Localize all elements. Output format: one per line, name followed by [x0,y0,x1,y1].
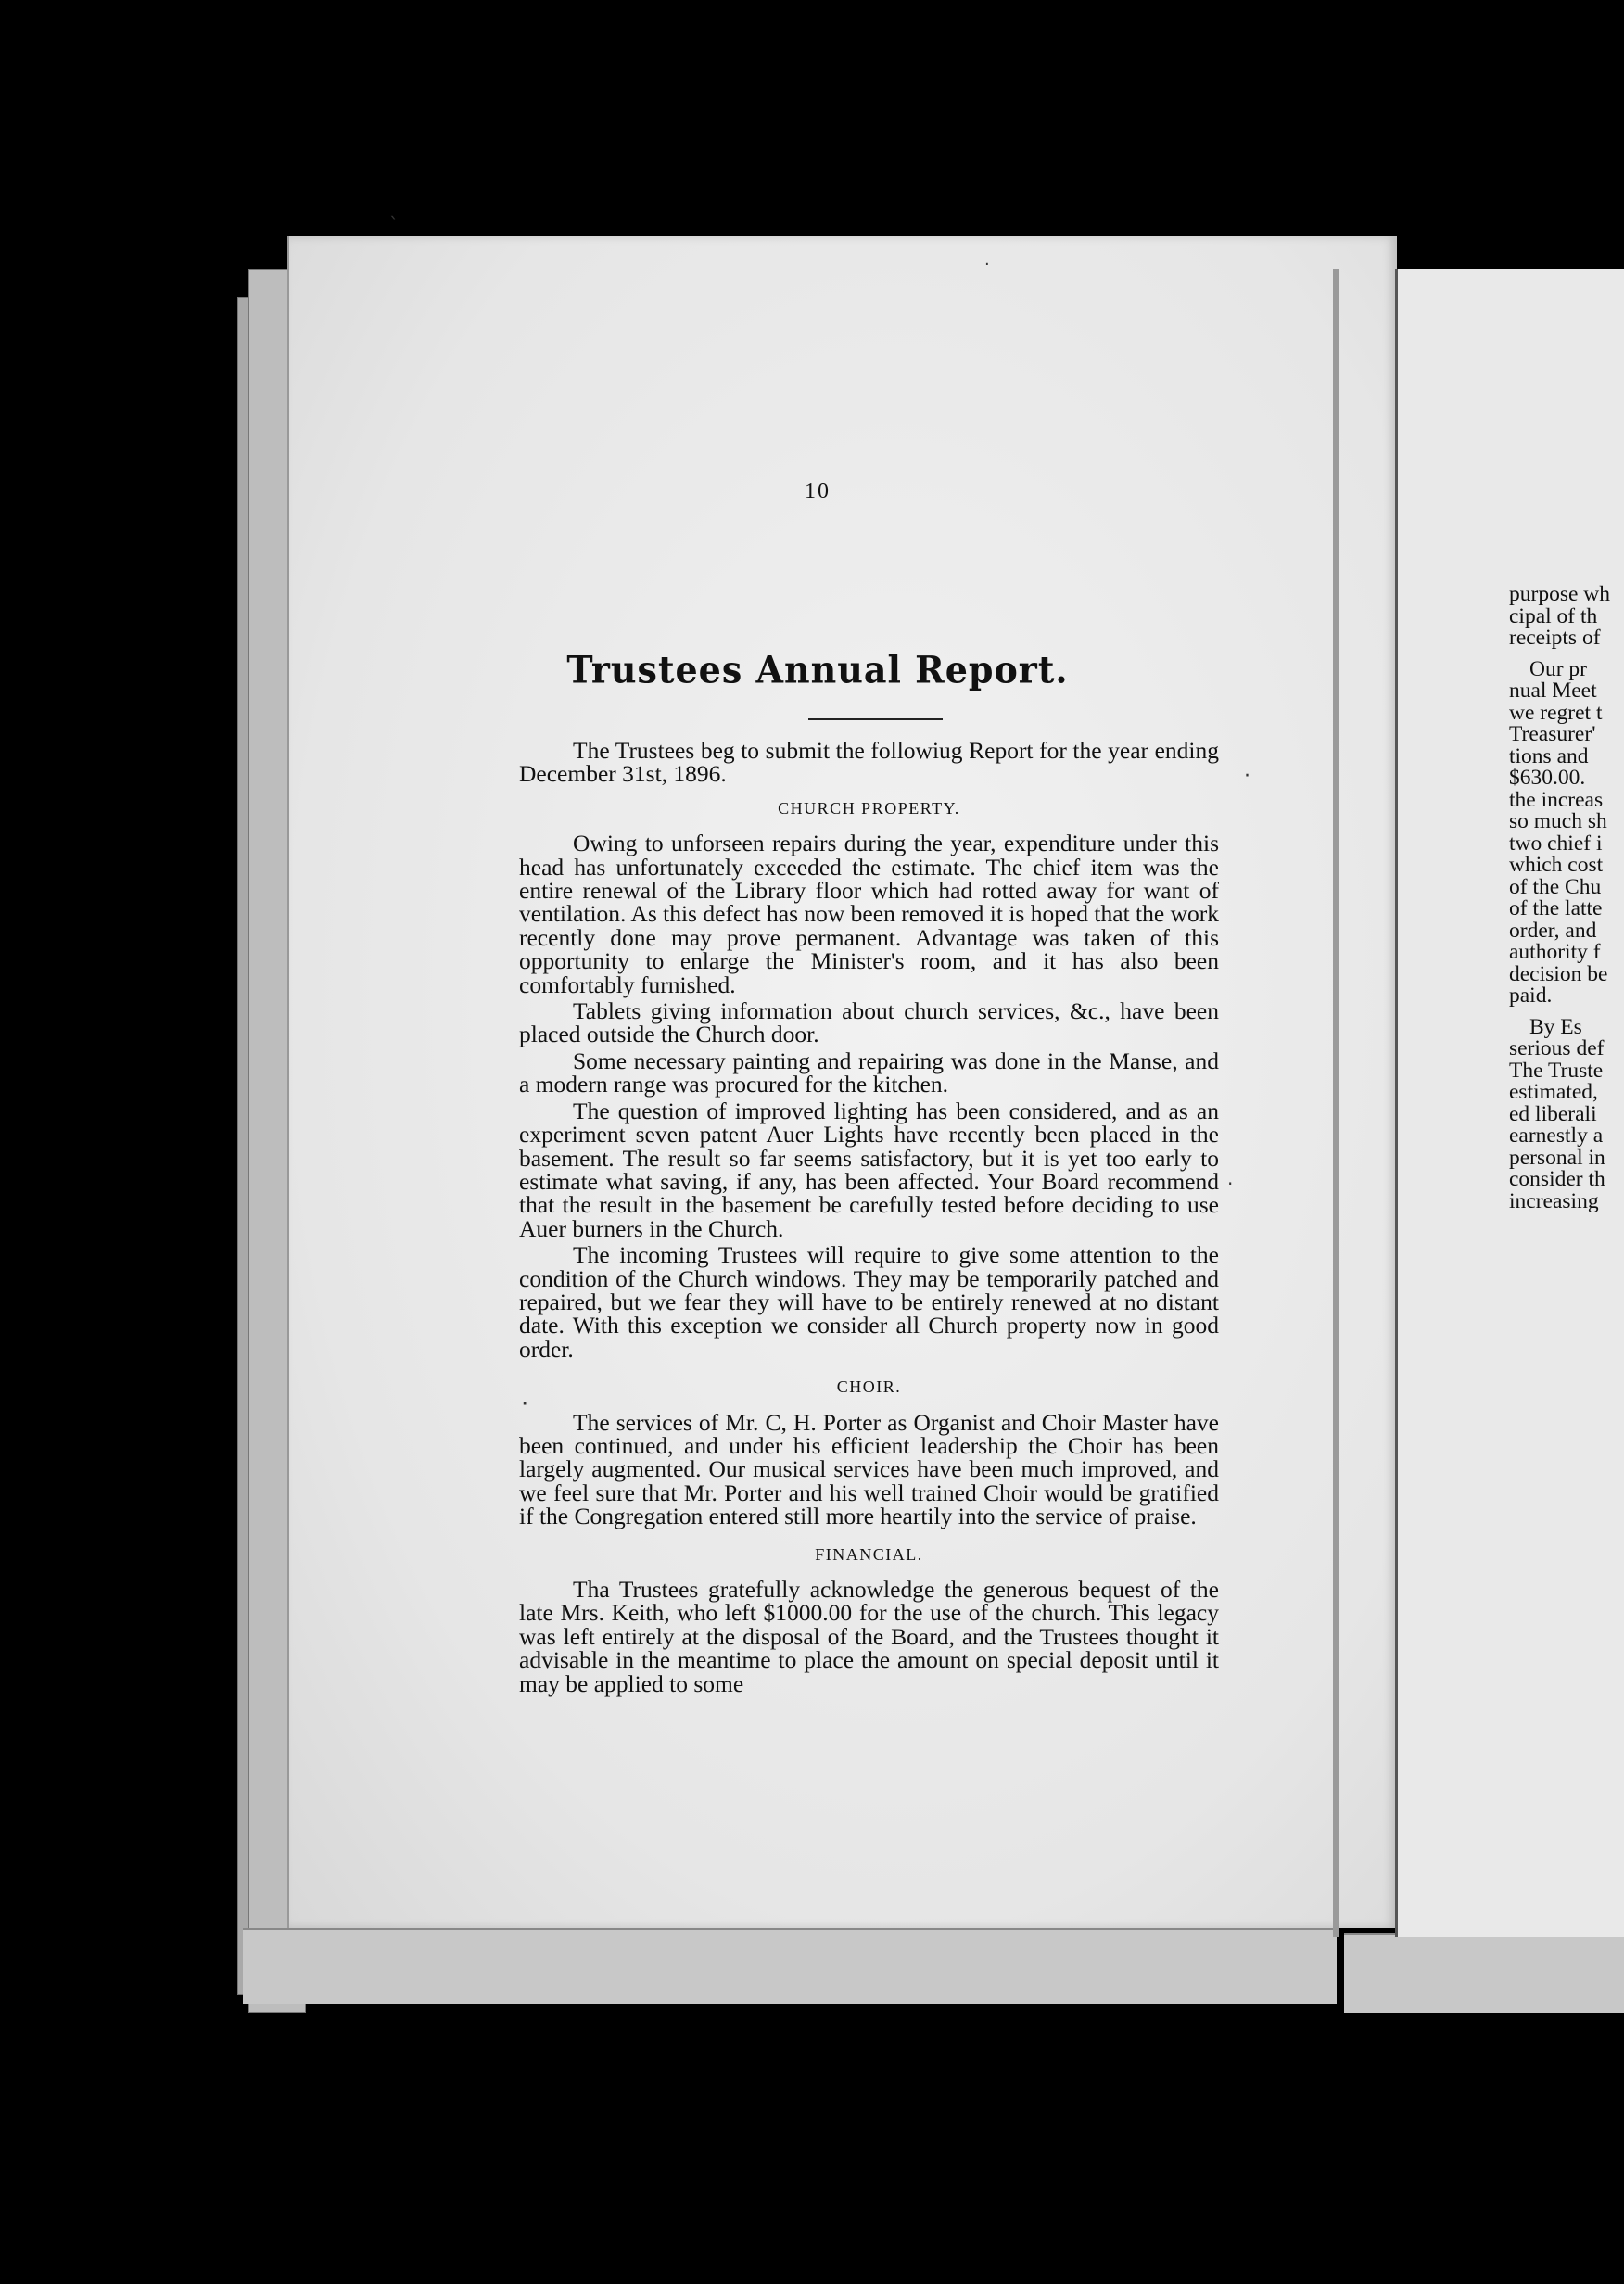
bottom-page-edge [243,1928,1337,2004]
facing-line: we regret t [1509,700,1603,725]
facing-line: cipal of th [1509,603,1598,628]
facing-line: of the Chu [1509,874,1602,899]
section-heading-choir: CHOIR. [836,1377,902,1397]
report-body [519,739,1219,1698]
paragraph: The incoming Trustees will require to give some attention to the condition of the Church windows. They may be temporarily patched and repaired, but we fear they will have to be entirely renewed at no distant date. With this exception we consider all Church property now in good order. [519,1241,1219,1363]
paragraph: Owing to unforseen repairs during the year, expenditure under this head has unfortunately exceeded the estimate. The chief item was the entire renewal of the Library floor which had rotted away for want of ventilation. As this defect has now been removed it is hoped that the work recently done may prove permanent. Advantage was taken of this opportunity to enlarge the Minister's room, and it has also been comfortably furnished. [519,830,1219,998]
facing-line: By Es [1529,1014,1582,1039]
facing-line: ed liberali [1509,1101,1597,1126]
facing-line: estimated, [1509,1080,1598,1104]
facing-line: Our pr [1529,656,1587,681]
facing-line: receipts of [1509,626,1601,650]
paragraph: Tablets giving information about church services, &c., have been placed outside the Church door. [519,997,1219,1048]
facing-line: paid. [1509,983,1553,1008]
facing-line: increasing [1509,1188,1599,1212]
paragraph: The question of improved lighting has been considered, and as an experiment seven patent Auer Lights have recently been placed in the basement. The result so far seems satisfactory, but it is yet too early to estimate what saving, if any, has been affected. Your Board recommend that the result in the basement be carefully tested before deciding to use Auer burners in the Church. [519,1097,1219,1242]
section-heading-church-property: CHURCH PROPERTY. [778,798,960,818]
facing-page-text [1509,584,1624,1212]
title-rule [808,718,943,720]
facing-line: nual Meet [1509,679,1597,703]
facing-line: purpose wh [1509,584,1610,606]
facing-line: so much sh [1509,809,1607,833]
facing-line: tions and [1509,743,1589,768]
facing-line: decision be [1509,961,1608,986]
facing-line: serious def [1509,1036,1605,1060]
facing-line: consider th [1509,1167,1605,1191]
facing-line: two chief i [1509,831,1603,856]
facing-line: $630.00. [1509,766,1586,790]
book-gutter [1333,269,1339,1937]
section-heading-financial: FINANCIAL. [815,1544,923,1564]
intro-paragraph: The Trustees beg to submit the followiug Report for the year ending December 31st, 1896. [519,737,1219,788]
left-page: 10 Trustees Annual Report. The Trustees beg to submit the followiug Report for the year ending December 31st, 1896. CHURCH PROPERTY. Owing to unforseen repairs during the year, expenditure under this head has unfortunately exceeded the estimate. The chief item was the entire renewal of the Library floor which had rotted away for want of ventilation. As this defect has now been removed it is hoped that the work recently done may prove permanent. Advantage was taken of this opportunity to enlarge the Minister's room, and it has also been comfortably furnished. Tablets giving information about church services, &c., have been placed outside the Church door. Some necessary painting and repairing was done in the Manse, and a modern range was procured for the kitchen. The question of improved lighting has been considered, and as an experiment seven patent Auer Lights have recently been placed in the basement. The result so far seems satisfactory, but it is yet too early to estimate what saving, if any, has been affected. Your Board recommend that the result in the basement be carefully tested before deciding to use Auer burners in the Church. The incoming Trustees will require to give some attention to the condition of the Church windows. They may be temporarily patched and repaired, but we fear they will have to be entirely renewed at no distant date. With this exception we consider all Church property now in good order. CHOIR. The services of Mr. C, H. Porter as Organist and Choir Master have been continued, and under his efficient leadership the Choir has been largely augmented. Our musical services have been much improved, and we feel sure that Mr. Porter and his well trained Choir would be gratified if the Congregation entered still more heartily into the service of praise. FINANCIAL. Tha Trustees gratefully acknowledge the generous bequest of the late Mrs. Keith, who left $1000.00 for the use of the church. This legacy was left entirely at the disposal of the Board, and the Trustees thought it advisable in the meantime to place the amount on special deposit until it may be applied to some ˋ · · · · [287,236,1397,1928]
facing-page [1395,269,1624,1937]
facing-line: order, and [1509,918,1597,943]
bottom-page-edge [1344,1933,1624,2013]
paragraph: The services of Mr. C, H. Porter as Organist and Choir Master have been continued, and under his efficient leadership the Choir has been largely augmented. Our musical services have been much improved, and we feel sure that Mr. Porter and his well trained Choir would be gratified if the Congregation entered still more heartily into the service of praise. [519,1408,1219,1530]
facing-line: The Truste [1509,1058,1604,1083]
paragraph: Some necessary painting and repairing was done in the Manse, and a modern range was procured for the kitchen. [519,1047,1219,1098]
facing-line: authority f [1509,940,1601,964]
facing-line: personal in [1509,1145,1605,1170]
paragraph: Tha Trustees gratefully acknowledge the generous bequest of the late Mrs. Keith, who left $1000.00 for the use of the church. This legacy was left entirely at the disposal of the Board, and the Trustees thought it advisable in the meantime to place the amount on special deposit until it may be applied to some [519,1576,1219,1697]
facing-line: earnestly a [1509,1123,1604,1148]
facing-line: Treasurer' [1509,722,1596,746]
facing-line: the increas [1509,787,1604,812]
page-number: 10 [805,479,831,503]
report-title: Trustees Annual Report. [566,647,1069,692]
facing-line: which cost [1509,853,1604,877]
facing-line: of the latte [1509,896,1603,920]
